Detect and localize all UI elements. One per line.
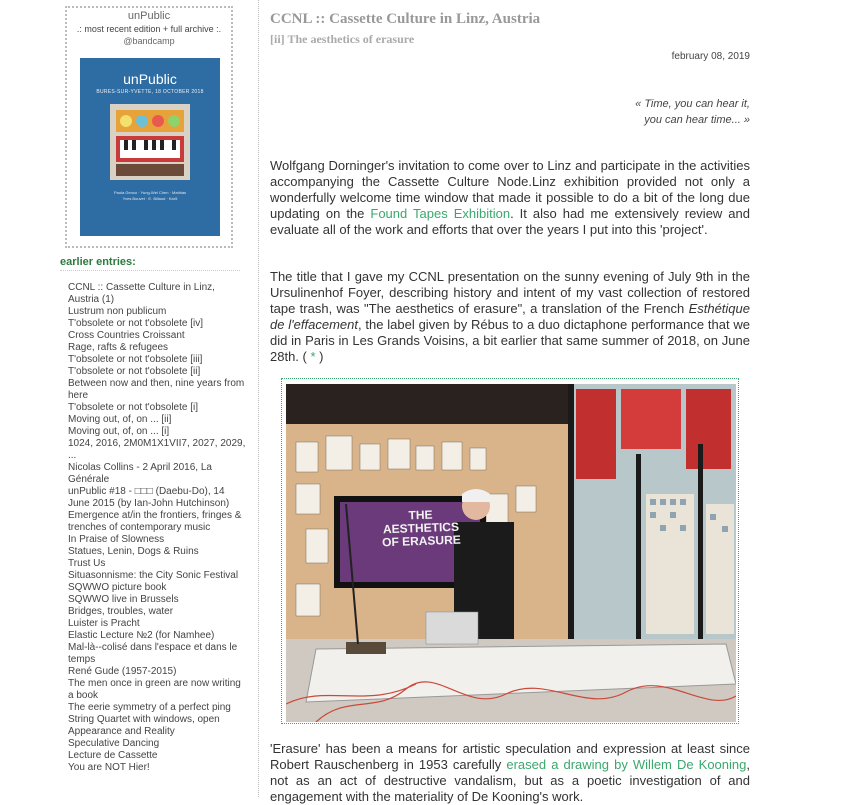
- cover-title: unPublic: [123, 71, 177, 87]
- promo-source[interactable]: @bandcamp: [123, 36, 175, 46]
- paragraph-erasure: 'Erasure' has been a means for artistic speculation and expression at least since Robert Rauschenberg in 1953 carefully erased a drawing by Willem De Kooning, not as an act of destructive vandalism, but as a poetic investigation of and engagement with the materiality of De Kooning's work.: [270, 741, 750, 804]
- presentation-photo-frame[interactable]: [281, 378, 739, 724]
- earlier-entry-link[interactable]: In Praise of Slowness: [68, 534, 165, 545]
- earlier-entry-link[interactable]: Elastic Lecture №2 (for Namhee): [68, 630, 215, 641]
- paragraph-presentation: The title that I gave my CCNL presentation on the sunny evening of July 9th in the Ursulinenhof Foyer, describing history and intent of my vast collection of restored tape trash, was "The aesthetics of erasure", a translation of the French Esthétique de l'effacement, the label given by Rébus to a duo dictaphone performance that we did in Paris in Les Grands Voisins, a bit earlier that same summer of 2018, on June 28th. ( * ): [270, 269, 750, 364]
- earlier-entry-link[interactable]: Nicolas Collins - 2 April 2016, La Générale: [68, 462, 212, 485]
- earlier-entry-link[interactable]: Mal-là--colisé dans l'espace et dans le temps: [68, 642, 238, 665]
- earlier-entry-link[interactable]: The eerie symmetry of a perfect ping: [68, 702, 231, 713]
- earlier-entry-link[interactable]: SQWWO picture book: [68, 582, 167, 593]
- earlier-entry-link[interactable]: The men once in green are now writing a book: [68, 678, 241, 701]
- earlier-entry-link[interactable]: Statues, Lenin, Dogs & Ruins: [68, 546, 199, 557]
- slide-title-text: THE AESTHETICS OF ERASURE: [381, 507, 462, 550]
- presentation-photo: [286, 384, 736, 722]
- earlier-entry-link[interactable]: Appearance and Reality: [68, 726, 175, 737]
- earlier-entry-link[interactable]: unPublic #18 - □□□ (Daebu-Do), 14 June 2015 (by Ian-John Hutchinson): [68, 486, 230, 509]
- earlier-entries-heading: earlier entries:: [60, 256, 136, 268]
- post-date: february 08, 2019: [671, 51, 750, 62]
- earlier-entry-link[interactable]: Lustrum non publicum: [68, 306, 167, 317]
- epigraph-quote: [635, 96, 750, 128]
- earlier-entry-link[interactable]: 1024, 2016, 2M0M1X1VII7, 2027, 2029, ...: [68, 438, 246, 461]
- earlier-entry-link[interactable]: Luister is Pracht: [68, 618, 140, 629]
- earlier-entry-link[interactable]: Emergence at/in the frontiers, fringes & trenches of contemporary music: [68, 510, 242, 533]
- quote-line: you can hear time... »: [644, 114, 750, 126]
- earlier-entry-link[interactable]: SQWWO live in Brussels: [68, 594, 179, 605]
- found-tapes-exhibition-link[interactable]: Found Tapes Exhibition: [370, 206, 511, 221]
- earlier-entries-list: [68, 282, 248, 774]
- post-title[interactable]: CCNL :: Cassette Culture in Linz, Austria: [270, 11, 541, 27]
- earlier-entry-link[interactable]: Situasonnisme: the City Sonic Festival: [68, 570, 239, 581]
- earlier-entry-link[interactable]: Between now and then, nine years from here: [68, 378, 245, 401]
- earlier-entry-link[interactable]: Speculative Dancing: [68, 738, 160, 749]
- promo-subtitle[interactable]: .: most recent edition + full archive :.: [76, 24, 222, 34]
- sidebar-divider: [60, 270, 240, 271]
- earlier-entry-link[interactable]: René Gude (1957-2015): [68, 666, 177, 677]
- earlier-entry-link[interactable]: T'obsolete or not t'obsolete [iii]: [68, 354, 203, 365]
- paragraph-intro: Wolfgang Dorninger's invitation to come over to Linz and participate in the activities accompanying the Cassette Culture Node.Linz exhibition provided not only a wonderfully welcome time window that made it possible to do a bit of the long due updating on the Found Tapes Exhibition. It also had me extensively review and evaluate all of the work and efforts that over the years I put into this 'project'.: [270, 158, 750, 237]
- earlier-entry-link[interactable]: Moving out, of, on ... [i]: [68, 426, 170, 437]
- earlier-entry-link[interactable]: Bridges, troubles, water: [68, 606, 174, 617]
- earlier-entry-link[interactable]: Trust Us: [68, 558, 106, 569]
- earlier-entry-link[interactable]: T'obsolete or not t'obsolete [ii]: [68, 366, 201, 377]
- quote-line: « Time, you can hear it,: [635, 98, 750, 110]
- unpublic-promo-box[interactable]: [65, 6, 233, 248]
- cover-subtitle: BURES-SUR-YVETTE, 18 OCTOBER 2018: [96, 89, 204, 95]
- post-subtitle: [ii] The aesthetics of erasure: [270, 32, 415, 46]
- footnote-link[interactable]: *: [310, 349, 316, 364]
- earlier-entry-link[interactable]: T'obsolete or not t'obsolete [iv]: [68, 318, 204, 329]
- earlier-entry-link[interactable]: T'obsolete or not t'obsolete [i]: [68, 402, 199, 413]
- earlier-entry-link[interactable]: Moving out, of, on ... [ii]: [68, 414, 172, 425]
- promo-title: unPublic: [127, 10, 171, 22]
- erased-drawing-link[interactable]: erased a drawing by Willem De Kooning: [506, 757, 747, 772]
- cover-credits: Paula Genco · Yung-Wei Chen · Mathias Yves Bouvet · E. Billaud · Kar5: [113, 190, 187, 201]
- earlier-entry-link[interactable]: Cross Countries Croissant: [68, 330, 185, 341]
- earlier-entry-link[interactable]: Rage, rafts & refugees: [68, 342, 169, 353]
- album-cover-image[interactable]: [80, 58, 220, 236]
- cover-artwork-icon: [110, 104, 190, 180]
- sidebar: [0, 0, 259, 797]
- earlier-entry-link[interactable]: You are NOT Hier!: [68, 762, 150, 773]
- earlier-entry-link[interactable]: CCNL :: Cassette Culture in Linz, Austria (1): [68, 282, 215, 305]
- earlier-entry-link[interactable]: Lecture de Cassette: [68, 750, 158, 761]
- earlier-entry-link[interactable]: String Quartet with windows, open: [68, 714, 220, 725]
